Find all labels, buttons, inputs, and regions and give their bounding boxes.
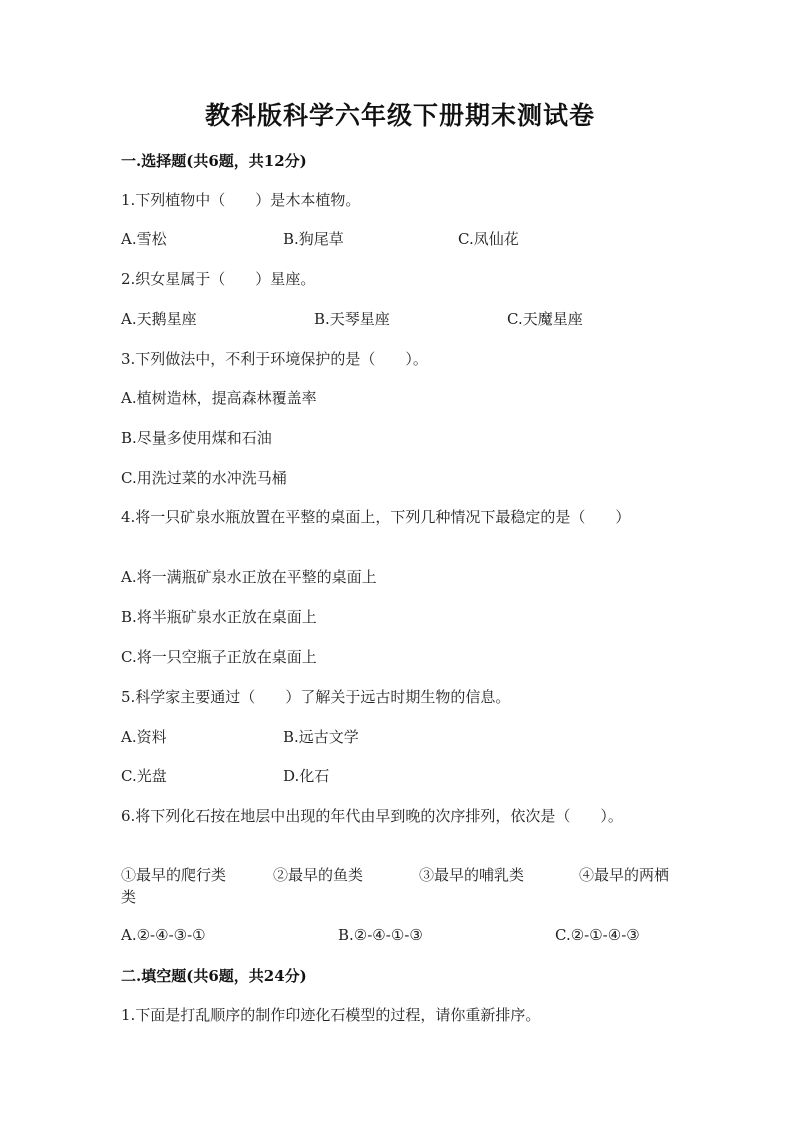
question-5-option-b: B.远古文学 — [283, 728, 359, 746]
question-6-option-a: A.②-④-③-① — [121, 926, 206, 944]
page-title: 教科版科学六年级下册期末测试卷 — [204, 101, 595, 130]
question-6-item-3: ③最早的哺乳类 — [419, 866, 525, 884]
question-6-item-4: ④最早的两栖类 — [121, 866, 670, 906]
question-3-option-b: B.尽量多使用煤和石油 — [121, 429, 272, 447]
question-1-option-c: C.凤仙花 — [458, 230, 519, 248]
question-5-option-a: A.资料 — [121, 728, 167, 746]
question-3-option-c: C.用洗过菜的水冲洗马桶 — [121, 469, 287, 487]
question-6-option-c: C.②-①-④-③ — [555, 926, 640, 944]
question-2-option-b: B.天琴星座 — [314, 310, 390, 328]
question-6-option-b: B.②-④-①-③ — [338, 926, 423, 944]
question-6-stem: 6.将下列化石按在地层中出现的年代由早到晚的次序排列，依次是（ ）。 — [121, 807, 623, 825]
question-3-option-a: A.植树造林，提高森林覆盖率 — [121, 389, 317, 407]
question-6-items — [121, 864, 681, 908]
question-1-stem: 1.下列植物中（ ）是木本植物。 — [121, 191, 361, 209]
question-1-option-a: A.雪松 — [121, 230, 167, 248]
question-4-option-c: C.将一只空瓶子正放在桌面上 — [121, 648, 317, 666]
question-2-stem: 2.织女星属于（ ）星座。 — [121, 270, 316, 288]
question-2-option-c: C.天魔星座 — [507, 310, 583, 328]
question-5-option-c: C.光盘 — [121, 767, 167, 785]
question-4-option-b: B.将半瓶矿泉水正放在桌面上 — [121, 608, 317, 626]
section-heading-choice: 一.选择题(共6题，共12分) — [121, 152, 307, 170]
fill-question-1-stem: 1.下面是打乱顺序的制作印迹化石模型的过程，请你重新排序。 — [121, 1006, 541, 1024]
question-4-option-a: A.将一满瓶矿泉水正放在平整的桌面上 — [121, 568, 377, 586]
question-3-stem: 3.下列做法中，不利于环境保护的是（ ）。 — [121, 350, 428, 368]
question-1-option-b: B.狗尾草 — [283, 230, 344, 248]
question-5-option-d: D.化石 — [283, 767, 330, 785]
question-4-stem: 4.将一只矿泉水瓶放置在平整的桌面上，下列几种情况下最稳定的是（ ） — [121, 508, 631, 526]
question-6-item-2: ②最早的鱼类 — [273, 866, 364, 884]
question-5-stem: 5.科学家主要通过（ ）了解关于远古时期生物的信息。 — [121, 688, 511, 706]
section-heading-fill-in: 二.填空题(共6题，共24分) — [121, 967, 307, 985]
question-6-item-1: ①最早的爬行类 — [121, 866, 227, 884]
question-2-option-a: A.天鹅星座 — [121, 310, 197, 328]
